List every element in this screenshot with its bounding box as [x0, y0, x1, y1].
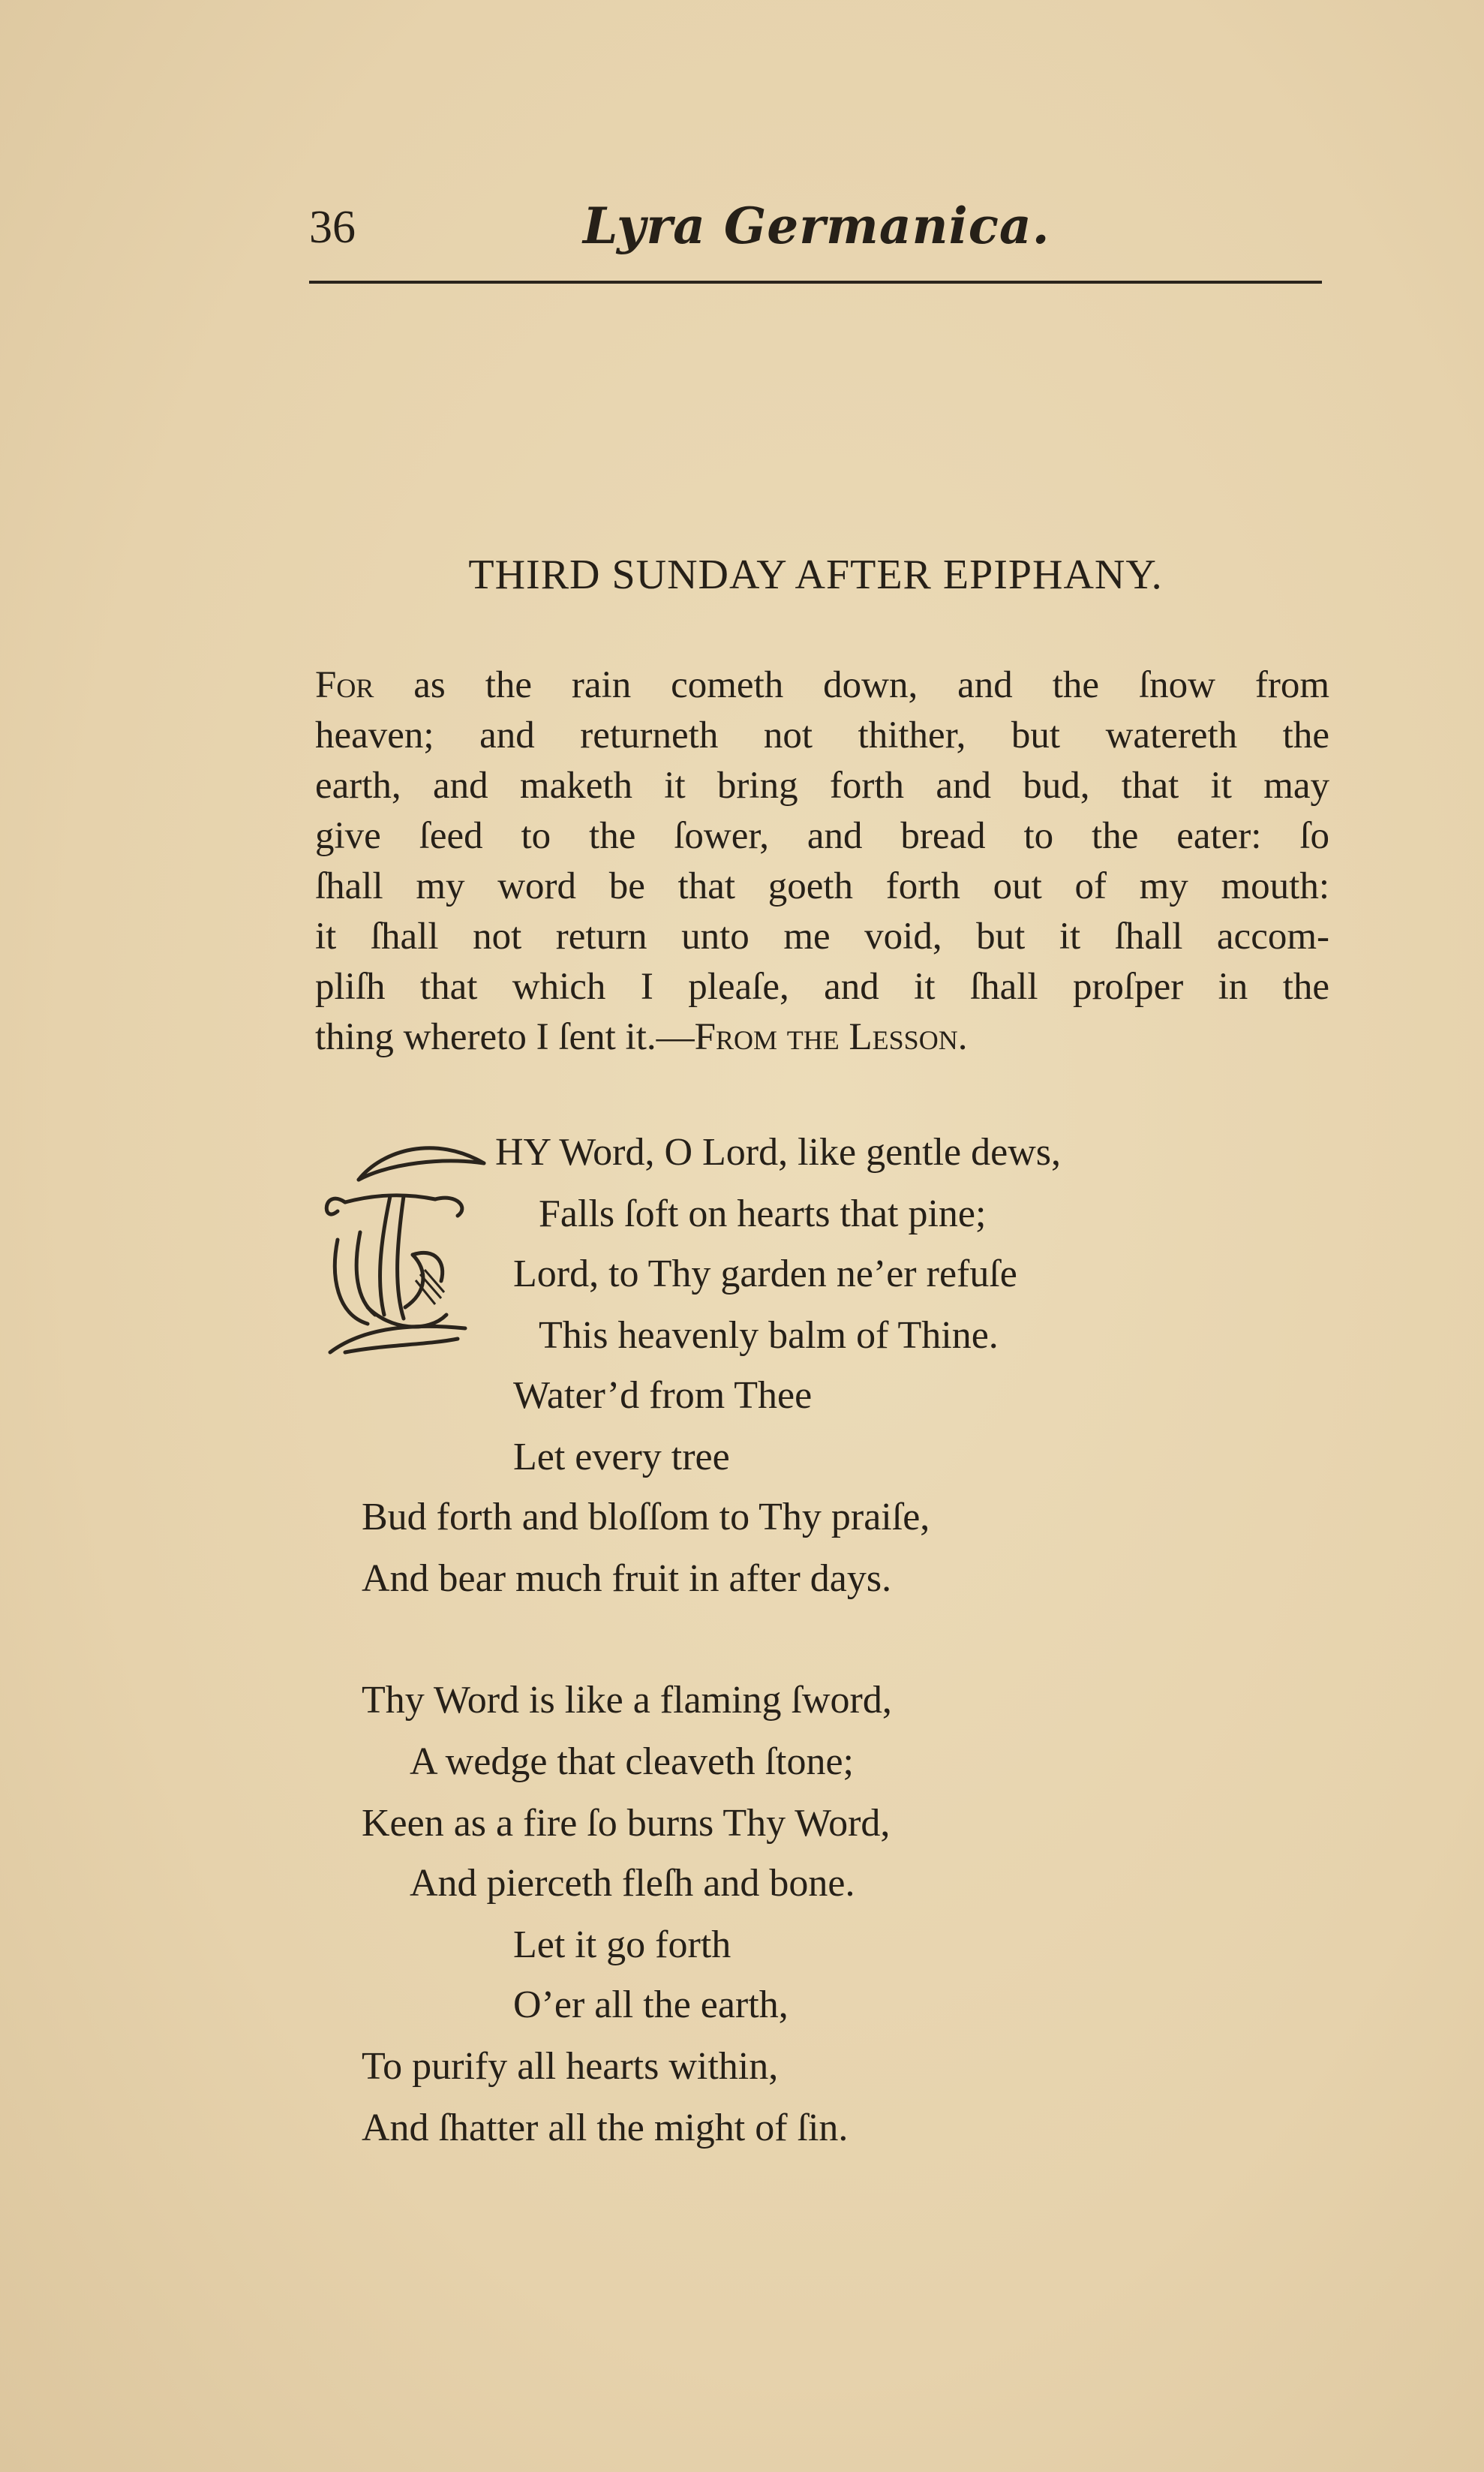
- verse-line: And ſhatter all the might of ſin.: [362, 2107, 849, 2149]
- epigraph-line: pliſh that which I pleaſe, and it ſhall proſper in the: [315, 966, 1329, 1008]
- verse-line: Water’d from Thee: [513, 1374, 813, 1417]
- page-header: [309, 197, 1322, 257]
- epigraph-line: give ſeed to the ſower, and bread to the eater: ſo: [315, 815, 1329, 857]
- epigraph: [315, 660, 1329, 1063]
- verse-line: Falls ſoft on hearts that pine;: [539, 1192, 987, 1235]
- header-rule: [309, 281, 1322, 284]
- epigraph-line: [315, 1012, 1329, 1063]
- verse-line: This heavenly balm of Thine.: [539, 1314, 999, 1357]
- ornamental-dropcap-t: [315, 1127, 491, 1366]
- epigraph-line: ſhall my word be that goeth forth out of my mouth:: [315, 865, 1329, 907]
- epigraph-line-text: as the rain cometh down, and the ſnow from: [374, 664, 1329, 706]
- verse-line: And bear much fruit in after days.: [362, 1557, 892, 1600]
- verse-line: Lord, to Thy garden ne’er refuſe: [513, 1253, 1017, 1295]
- page-number: 36: [309, 202, 356, 253]
- epigraph-line: earth, and maketh it bring forth and bud, that it may: [315, 765, 1329, 807]
- verse-line: A wedge that cleaveth ſtone;: [410, 1740, 855, 1783]
- epigraph-line: [315, 660, 1329, 711]
- epigraph-last-text: thing whereto I ſent it.—: [315, 1016, 695, 1058]
- epigraph-lead-word: For: [315, 664, 374, 706]
- verse-line: Bud forth and bloſſom to Thy praiſe,: [362, 1496, 930, 1538]
- verse-line: O’er all the earth,: [513, 1983, 789, 2026]
- epigraph-source: From the Lesson.: [694, 1016, 968, 1058]
- verse-line: To purify all hearts within,: [362, 2045, 779, 2088]
- epigraph-line: it ſhall not return unto me void, but it ſhall accom-: [315, 916, 1329, 958]
- verse-line: Let every tree: [513, 1436, 730, 1478]
- verse-line: And pierceth fleſh and bone.: [410, 1862, 855, 1905]
- verse-line: Thy Word is like a flaming ſword,: [362, 1679, 892, 1722]
- epigraph-line: heaven; and returneth not thither, but watereth the: [315, 714, 1329, 756]
- verse-line: HY Word, O Lord, like gentle dews,: [495, 1131, 1061, 1174]
- running-title: Lyra Germanica.: [583, 197, 1050, 255]
- verse-line: Keen as a fire ſo burns Thy Word,: [362, 1802, 891, 1845]
- section-title: THIRD SUNDAY AFTER EPIPHANY.: [468, 552, 1163, 598]
- verse-line: Let it go forth: [513, 1923, 731, 1966]
